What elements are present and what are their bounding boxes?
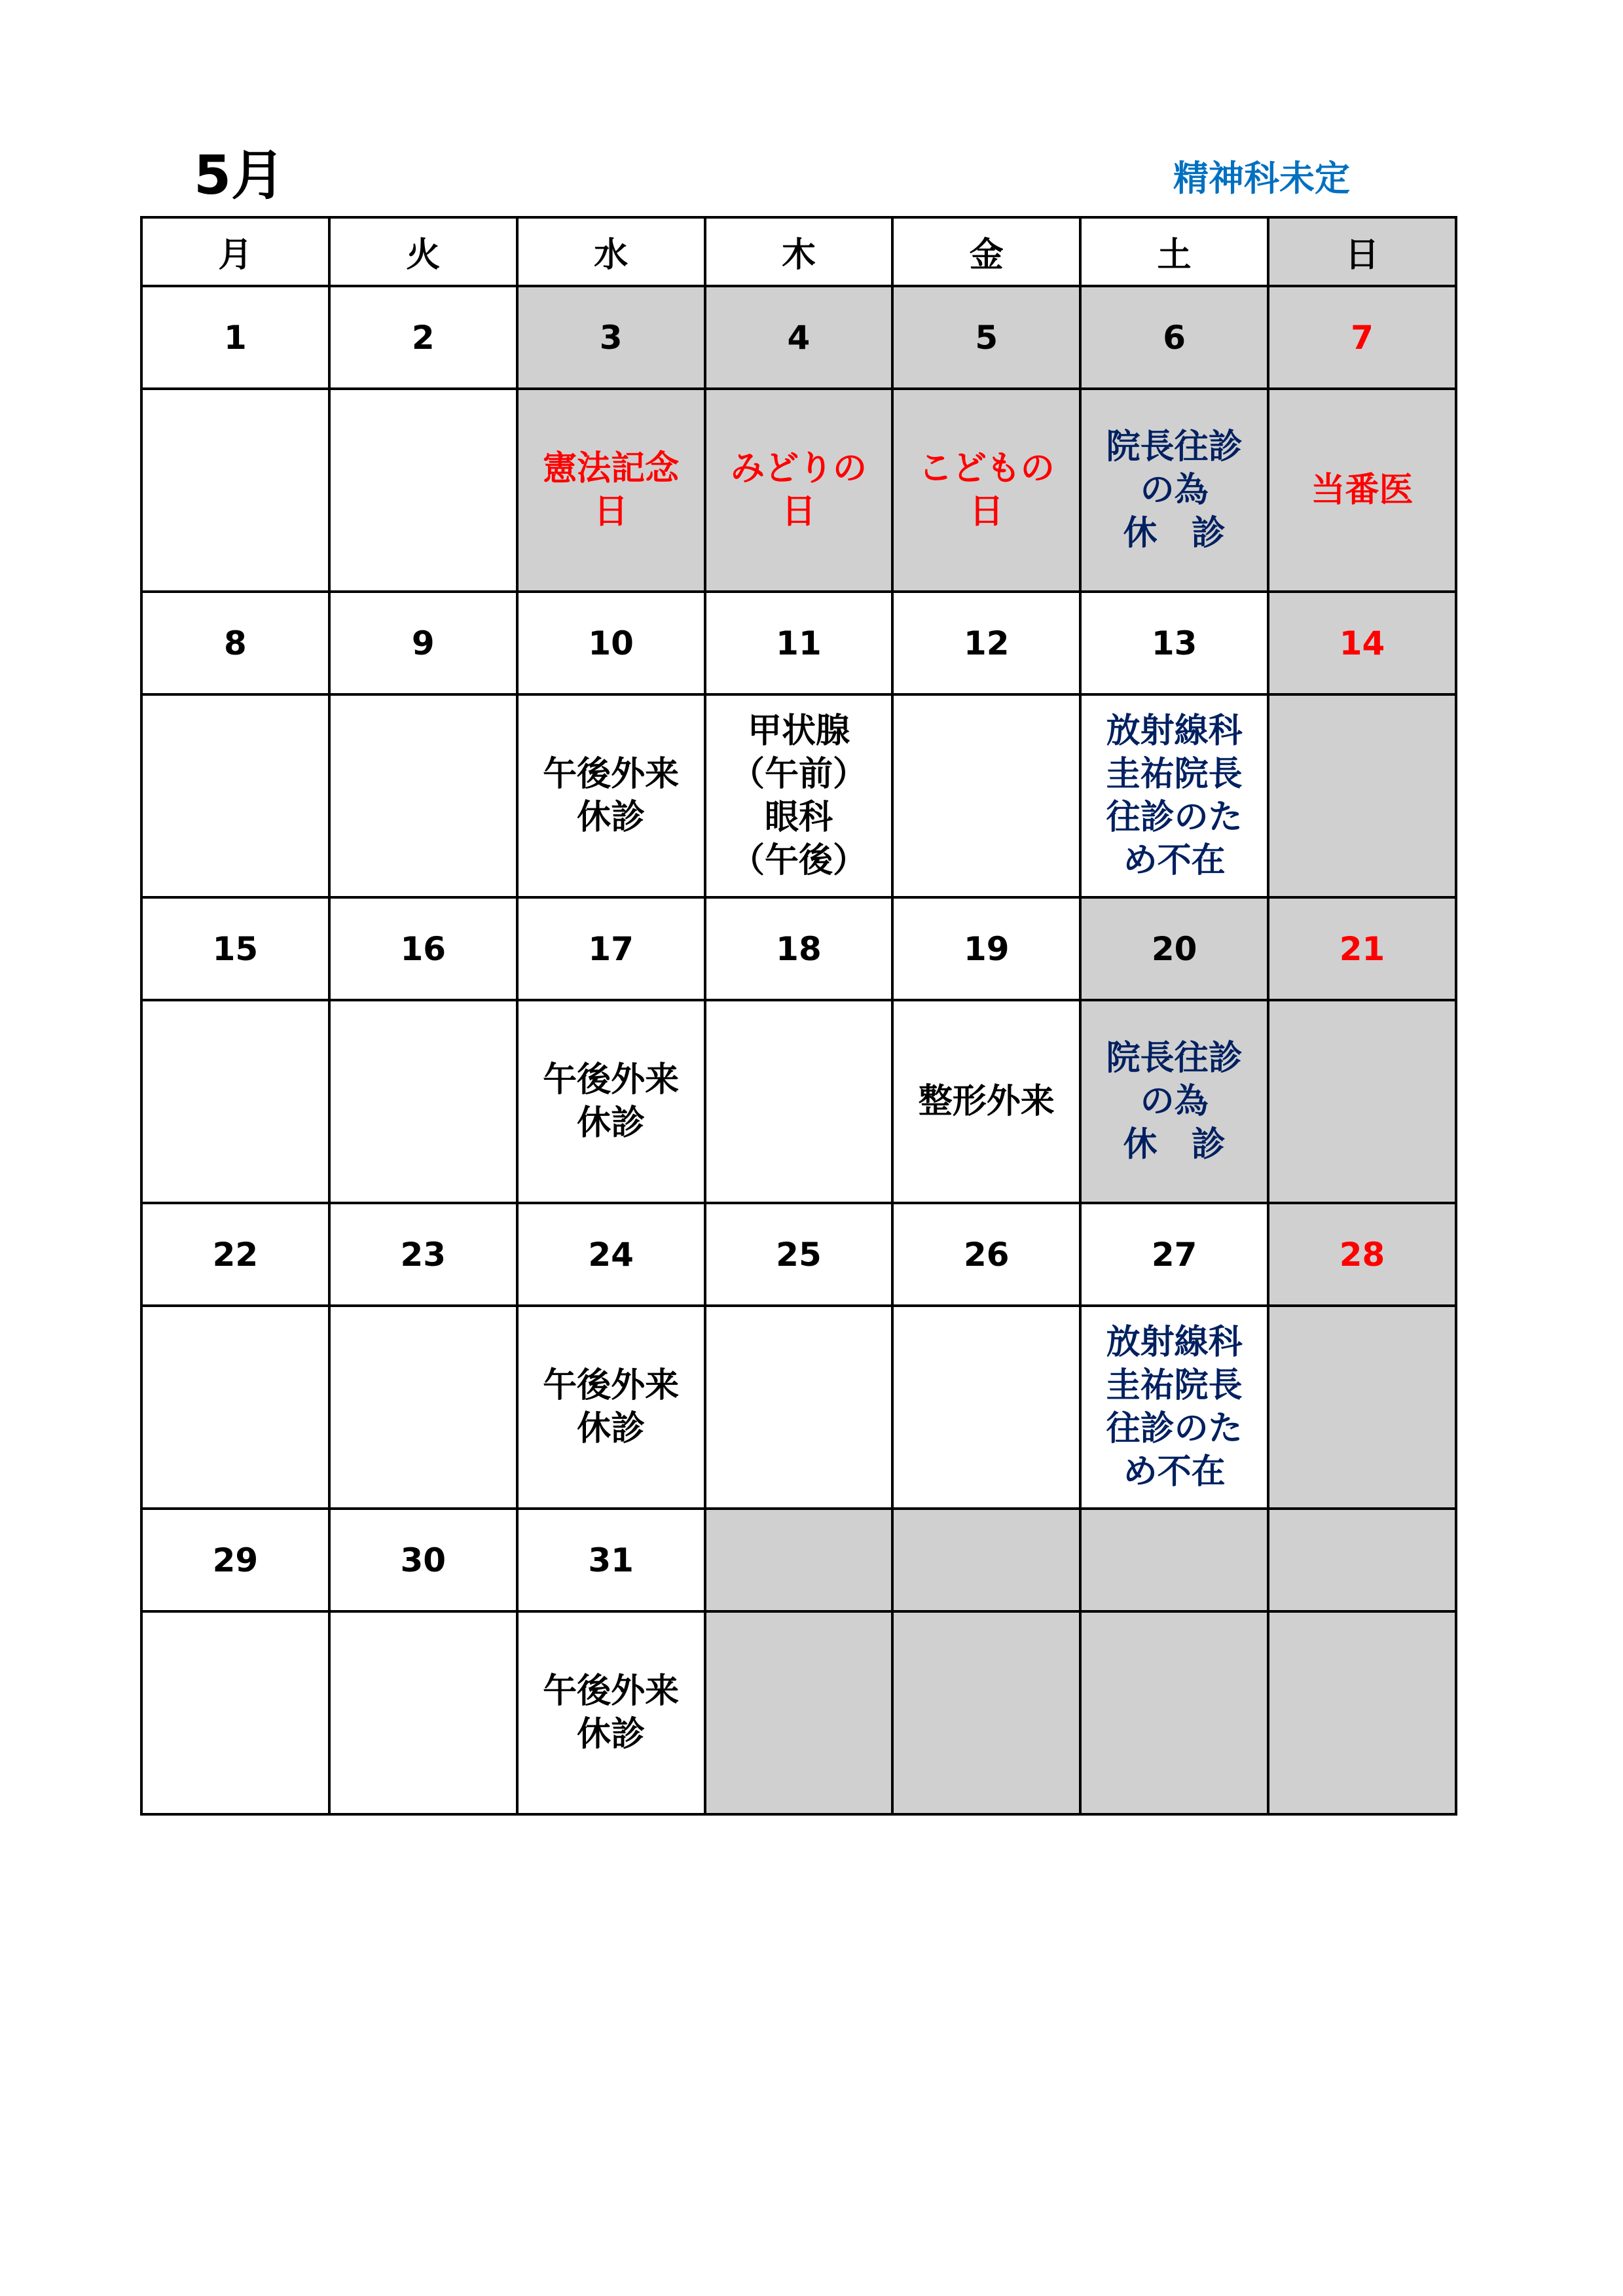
- date-row: [141, 1509, 1456, 1611]
- schedule-cell: [705, 1000, 893, 1203]
- date-cell-holiday: 7: [1268, 286, 1456, 389]
- date-cell: 17: [517, 897, 705, 1000]
- schedule-note: 甲状腺 （午前） 眼科 （午後）: [730, 711, 867, 880]
- schedule-cell: [517, 694, 705, 897]
- date-cell-empty: [705, 1509, 893, 1611]
- date-row: [141, 592, 1456, 694]
- schedule-note: 午後外来 休診: [543, 755, 680, 837]
- schedule-cell: [141, 694, 329, 897]
- closure-note: 院長往診 の為 休 診: [1106, 1039, 1243, 1164]
- weekday-fri: 金: [892, 217, 1080, 286]
- date-cell: 2: [329, 286, 517, 389]
- schedule-cell: [1268, 694, 1456, 897]
- schedule-cell: [517, 1611, 705, 1814]
- schedule-note: 午後外来 休診: [543, 1060, 680, 1143]
- date-cell: 24: [517, 1203, 705, 1306]
- schedule-cell: [705, 1306, 893, 1509]
- date-cell-holiday: 28: [1268, 1203, 1456, 1306]
- schedule-cell: [329, 1611, 517, 1814]
- schedule-cell: [705, 694, 893, 897]
- date-cell: 29: [141, 1509, 329, 1611]
- absence-note: 放射線科 圭祐院長 往診のた め不在: [1106, 711, 1243, 880]
- weekday-thu: 木: [705, 217, 893, 286]
- schedule-cell: [329, 389, 517, 592]
- date-cell-holiday: 14: [1268, 592, 1456, 694]
- schedule-cell: [329, 1000, 517, 1203]
- holiday-name: 憲法記念 日: [543, 449, 680, 531]
- schedule-cell: [1268, 1306, 1456, 1509]
- weekday-header-row: [141, 217, 1456, 286]
- date-cell: 23: [329, 1203, 517, 1306]
- schedule-cell: [1080, 389, 1268, 592]
- date-cell: 27: [1080, 1203, 1268, 1306]
- month-title: 5月: [194, 145, 285, 207]
- weekday-wed: 水: [517, 217, 705, 286]
- schedule-cell: [141, 1611, 329, 1814]
- date-cell: 20: [1080, 897, 1268, 1000]
- schedule-cell-empty: [705, 1611, 893, 1814]
- schedule-cell: [517, 389, 705, 592]
- schedule-row: [141, 1000, 1456, 1203]
- schedule-cell: [1268, 1000, 1456, 1203]
- schedule-cell: [1080, 1306, 1268, 1509]
- schedule-note: 午後外来 休診: [543, 1672, 680, 1754]
- date-cell: 5: [892, 286, 1080, 389]
- date-cell: 6: [1080, 286, 1268, 389]
- schedule-cell: [1268, 389, 1456, 592]
- duty-doctor-note: 当番医: [1311, 471, 1413, 510]
- date-cell: 12: [892, 592, 1080, 694]
- schedule-row: [141, 1611, 1456, 1814]
- schedule-cell: [705, 389, 893, 592]
- date-row: [141, 286, 1456, 389]
- date-cell: 15: [141, 897, 329, 1000]
- schedule-cell: [892, 694, 1080, 897]
- date-cell: 13: [1080, 592, 1268, 694]
- holiday-name: こどもの 日: [918, 449, 1055, 531]
- department-note: 精神科未定: [1173, 158, 1350, 199]
- date-cell: 4: [705, 286, 893, 389]
- date-cell: 9: [329, 592, 517, 694]
- date-cell: 11: [705, 592, 893, 694]
- schedule-note: 午後外来 休診: [543, 1366, 680, 1448]
- schedule-cell-empty: [892, 1611, 1080, 1814]
- date-cell: 19: [892, 897, 1080, 1000]
- schedule-cell-empty: [1080, 1611, 1268, 1814]
- date-cell-empty: [1268, 1509, 1456, 1611]
- weekday-sun: 日: [1268, 217, 1456, 286]
- schedule-cell: [141, 389, 329, 592]
- date-cell-empty: [1080, 1509, 1268, 1611]
- date-cell: 3: [517, 286, 705, 389]
- schedule-cell: [892, 1306, 1080, 1509]
- closure-note: 院長往診 の為 休 診: [1106, 427, 1243, 553]
- schedule-cell: [329, 1306, 517, 1509]
- calendar-table: [140, 216, 1457, 1816]
- schedule-row: [141, 694, 1456, 897]
- weekday-sat: 土: [1080, 217, 1268, 286]
- date-cell: 22: [141, 1203, 329, 1306]
- schedule-row: [141, 389, 1456, 592]
- holiday-name: みどりの 日: [730, 449, 867, 531]
- date-row: [141, 897, 1456, 1000]
- schedule-cell: [892, 1000, 1080, 1203]
- schedule-cell: [1080, 1000, 1268, 1203]
- schedule-cell: [141, 1000, 329, 1203]
- schedule-cell: [892, 389, 1080, 592]
- schedule-row: [141, 1306, 1456, 1509]
- date-row: [141, 1203, 1456, 1306]
- weekday-mon: 月: [141, 217, 329, 286]
- date-cell: 30: [329, 1509, 517, 1611]
- weekday-tue: 火: [329, 217, 517, 286]
- date-cell: 10: [517, 592, 705, 694]
- schedule-cell: [517, 1306, 705, 1509]
- date-cell-holiday: 21: [1268, 897, 1456, 1000]
- schedule-cell: [141, 1306, 329, 1509]
- schedule-cell: [517, 1000, 705, 1203]
- date-cell: 18: [705, 897, 893, 1000]
- date-cell: 26: [892, 1203, 1080, 1306]
- date-cell: 31: [517, 1509, 705, 1611]
- date-cell: 16: [329, 897, 517, 1000]
- schedule-note: 整形外来: [918, 1082, 1055, 1121]
- schedule-cell-empty: [1268, 1611, 1456, 1814]
- schedule-cell: [1080, 694, 1268, 897]
- date-cell-empty: [892, 1509, 1080, 1611]
- date-cell: 8: [141, 592, 329, 694]
- absence-note: 放射線科 圭祐院長 往診のた め不在: [1106, 1323, 1243, 1492]
- date-cell: 1: [141, 286, 329, 389]
- date-cell: 25: [705, 1203, 893, 1306]
- schedule-cell: [329, 694, 517, 897]
